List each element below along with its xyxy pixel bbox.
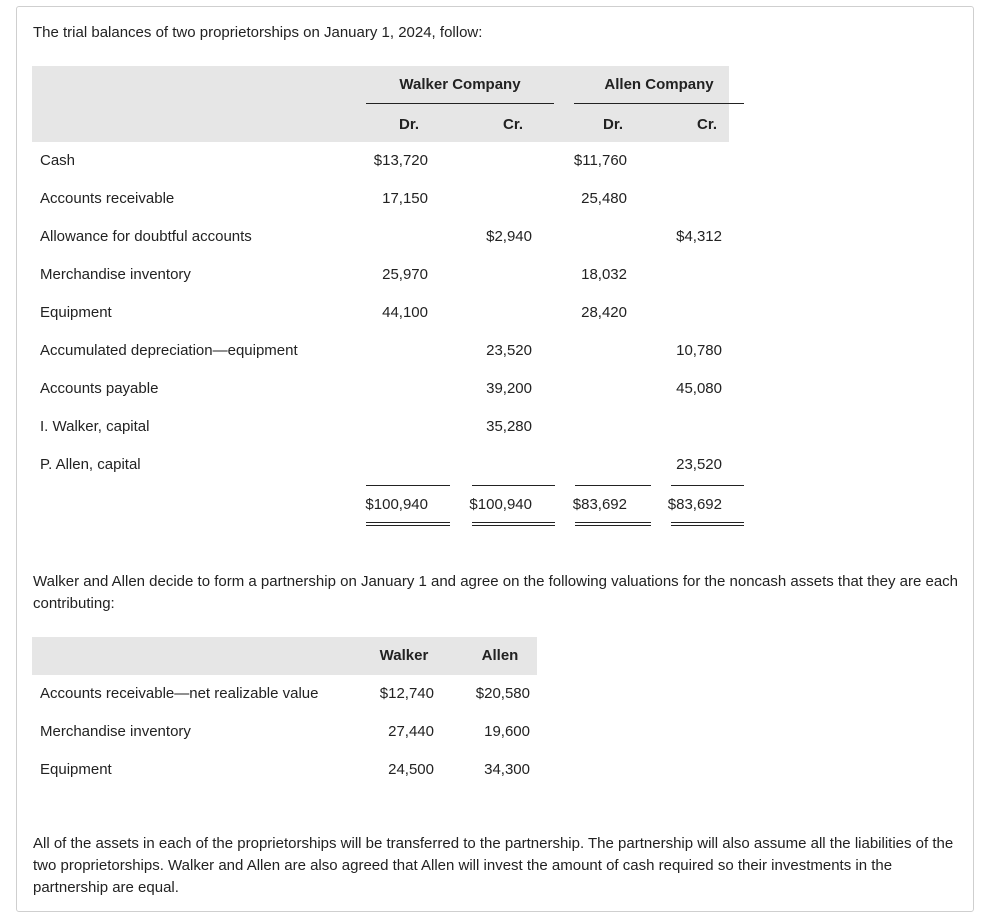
- allen-dr-value: 25,480: [581, 190, 627, 207]
- walker-cr-total: $100,940: [469, 496, 532, 513]
- account-label: I. Walker, capital: [40, 418, 150, 435]
- closing-text: All of the assets in each of the proprietorships will be transferred to the partnership. The partnership will also assume all the liabilities of the two proprietorships. Walker and Allen are also agreed that Allen will invest the amount of cash required so their investments in the partnership are equal.: [33, 835, 954, 896]
- allen-dr-value: $11,760: [573, 152, 627, 169]
- allen-dr-value: 18,032: [581, 266, 627, 283]
- walker-company-header: Walker Company: [399, 76, 521, 93]
- table-row: [32, 446, 729, 484]
- total-rule: [472, 485, 555, 486]
- table-row: [32, 142, 729, 180]
- account-label: P. Allen, capital: [40, 456, 141, 473]
- walker-cr-value: 35,280: [486, 418, 532, 435]
- account-label: Accounts payable: [40, 380, 159, 397]
- table-row: [32, 294, 729, 332]
- allen-value: 19,600: [484, 723, 530, 740]
- intro-text: The trial balances of two proprietorships on January 1, 2024, follow:: [33, 24, 483, 41]
- allen-header: Allen: [481, 647, 519, 664]
- table-row: [32, 218, 729, 256]
- walker-dr-header: Dr.: [398, 116, 419, 133]
- allen-cr-total: $83,692: [667, 496, 722, 513]
- allen-cr-header: Cr.: [696, 116, 717, 133]
- table-row: [32, 675, 537, 713]
- account-label: Accumulated depreciation—equipment: [40, 342, 298, 359]
- total-rule: [366, 485, 450, 486]
- walker-dr-value: 25,970: [382, 266, 428, 283]
- header-rule: [366, 103, 554, 104]
- walker-dr-total: $100,940: [365, 496, 428, 513]
- allen-cr-value: $4,312: [676, 228, 722, 245]
- account-label: Accounts receivable: [40, 190, 175, 207]
- total-rule: [671, 485, 744, 486]
- allen-cr-value: 45,080: [676, 380, 722, 397]
- table-row: [32, 332, 729, 370]
- double-underline: [366, 522, 450, 526]
- walker-dr-value: 17,150: [382, 190, 428, 207]
- allen-cr-value: 23,520: [676, 456, 722, 473]
- account-label: Equipment: [40, 304, 112, 321]
- table-row: [32, 180, 729, 218]
- asset-label: Merchandise inventory: [40, 723, 191, 740]
- account-label: Cash: [40, 152, 76, 169]
- walker-header: Walker: [379, 647, 429, 664]
- walker-dr-value: $13,720: [373, 152, 428, 169]
- double-underline: [575, 522, 651, 526]
- table-row: [32, 713, 537, 751]
- walker-value: 27,440: [388, 723, 434, 740]
- walker-cr-header: Cr.: [502, 116, 523, 133]
- allen-dr-total: $83,692: [572, 496, 627, 513]
- problem-card: [16, 6, 974, 912]
- header-rule: [574, 103, 744, 104]
- table-row: [32, 370, 729, 408]
- asset-label: Equipment: [40, 761, 112, 778]
- table-row: [32, 751, 537, 789]
- walker-value: 24,500: [388, 761, 434, 778]
- double-underline: [671, 522, 744, 526]
- double-underline: [472, 522, 555, 526]
- table-header: [32, 637, 537, 675]
- allen-cr-value: 10,780: [676, 342, 722, 359]
- walker-cr-value: $2,940: [486, 228, 532, 245]
- allen-value: $20,580: [475, 685, 530, 702]
- table-row: [32, 408, 729, 446]
- account-label: Merchandise inventory: [40, 266, 191, 283]
- allen-company-header: Allen Company: [604, 76, 714, 93]
- total-rule: [575, 485, 651, 486]
- allen-dr-header: Dr.: [602, 116, 623, 133]
- account-label: Allowance for doubtful accounts: [40, 228, 252, 245]
- allen-dr-value: 28,420: [581, 304, 627, 321]
- middle-text: Walker and Allen decide to form a partnership on January 1 and agree on the following valuations for the noncash assets that they are each contributing:: [33, 573, 959, 612]
- walker-value: $12,740: [379, 685, 434, 702]
- walker-dr-value: 44,100: [382, 304, 428, 321]
- allen-value: 34,300: [484, 761, 530, 778]
- asset-label: Accounts receivable—net realizable value: [40, 685, 319, 702]
- walker-cr-value: 39,200: [486, 380, 532, 397]
- table-row: [32, 256, 729, 294]
- walker-cr-value: 23,520: [486, 342, 532, 359]
